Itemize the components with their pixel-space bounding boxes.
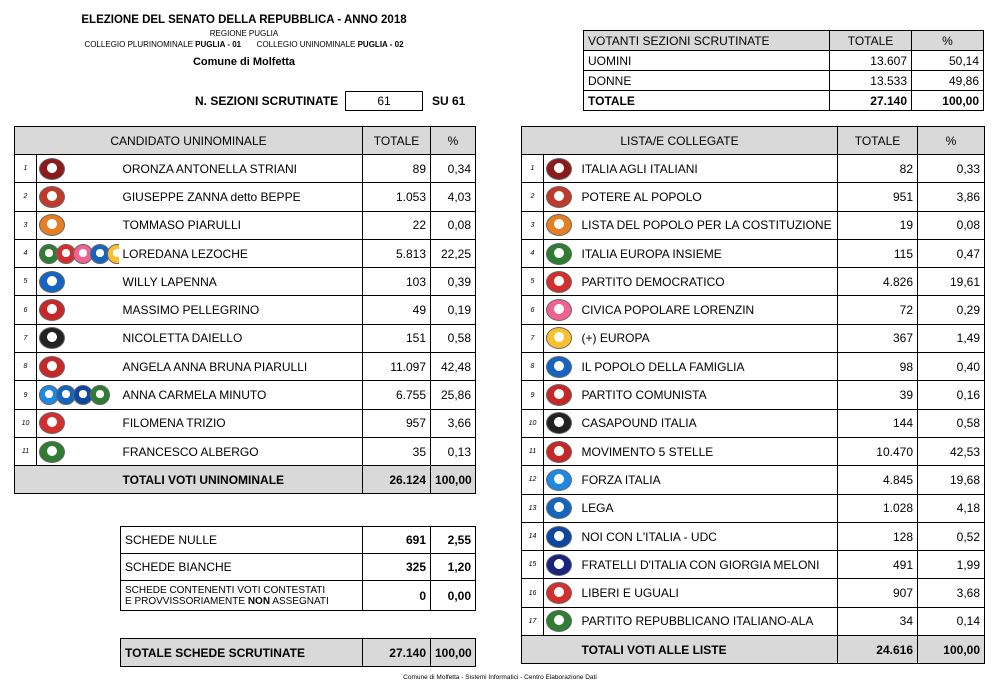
party-logo-icon [546,158,572,180]
candidate-index: 2 [15,183,37,211]
schede-total: 325 [363,554,431,581]
candidate-name: MASSIMO PELLEGRINO [119,296,363,324]
schede-pct: 2,55 [431,527,476,554]
candidate-logos [37,381,119,409]
list-logo [544,211,578,239]
list-logo [544,353,578,381]
list-row [522,155,985,183]
list-row [522,296,985,324]
candidate-total: 103 [363,268,431,296]
candidate-total: 1.053 [363,183,431,211]
liste-total-value: 24.616 [838,636,918,664]
candidate-total: 957 [363,409,431,437]
footer-text: Comune di Molfetta - Sistemi Informatici - Centro Elaborazione Dati [403,674,597,681]
schede-row [121,527,476,554]
candidate-name: ANNA CARMELA MINUTO [119,381,363,409]
list-total: 491 [838,551,918,579]
list-row [522,607,985,635]
list-logo [544,607,578,635]
candidate-name: FRANCESCO ALBERGO [119,437,363,465]
list-index: 6 [522,296,544,324]
list-name: (+) EUROPA [578,324,838,352]
schede-total: 691 [363,527,431,554]
list-pct: 0,16 [918,381,985,409]
list-index: 1 [522,155,544,183]
list-name: PARTITO REPUBBLICANO ITALIANO-ALA [578,607,838,635]
candidati-header-total: TOTALE [363,127,431,155]
party-logo-icon [39,299,65,321]
list-logo [544,296,578,324]
candidate-pct: 42,48 [431,353,476,381]
sezioni-label: N. SEZIONI SCRUTINATE [195,94,339,108]
list-pct: 19,68 [918,466,985,494]
votanti-label: UOMINI [584,51,830,71]
list-total: 72 [838,296,918,324]
list-pct: 3,86 [918,183,985,211]
party-logo-icon [546,412,572,434]
candidate-pct: 0,34 [431,155,476,183]
candidate-index: 10 [15,409,37,437]
list-name: IL POPOLO DELLA FAMIGLIA [578,353,838,381]
candidate-logos [37,155,119,183]
candidate-index: 11 [15,437,37,465]
party-logo-icon [39,271,65,293]
list-total: 907 [838,579,918,607]
collegi-line [14,40,474,49]
list-row [522,239,985,267]
candidate-logos [37,437,119,465]
votanti-row [584,71,984,91]
schede-total-label: TOTALE SCHEDE SCRUTINATE [121,639,363,667]
list-name: NOI CON L'ITALIA - UDC [578,522,838,550]
sezioni-su: SU 61 [432,94,466,108]
list-total: 82 [838,155,918,183]
candidate-row [15,381,476,409]
contestati-line1: SCHEDE CONTENENTI VOTI CONTESTATI [125,584,326,596]
list-row [522,324,985,352]
list-index: 7 [522,324,544,352]
votanti-header-label: VOTANTI SEZIONI SCRUTINATE [584,31,830,51]
list-name: CASAPOUND ITALIA [578,409,838,437]
list-row [522,268,985,296]
party-logo-icon [39,356,65,378]
liste-total-row [522,636,985,664]
candidate-pct: 4,03 [431,183,476,211]
list-total: 19 [838,211,918,239]
votanti-row [584,51,984,71]
party-logo-icon [546,356,572,378]
collegio-pluri-label: COLLEGIO PLURINOMINALE [84,40,193,49]
sezioni-value: 61 [345,91,423,111]
list-total: 39 [838,381,918,409]
candidate-logos [37,296,119,324]
list-pct: 3,68 [918,579,985,607]
candidate-index: 1 [15,155,37,183]
list-index: 8 [522,353,544,381]
liste-total-label: TOTALI VOTI ALLE LISTE [578,636,838,664]
party-logo-icon [90,385,110,405]
list-row [522,183,985,211]
party-logo-icon [546,526,572,548]
liste-header-total: TOTALE [838,127,918,155]
list-name: PARTITO COMUNISTA [578,381,838,409]
list-logo [544,551,578,579]
candidate-logos [37,324,119,352]
candidate-total: 5.813 [363,239,431,267]
list-name: ITALIA EUROPA INSIEME [578,239,838,267]
list-index: 10 [522,409,544,437]
candidate-row [15,155,476,183]
candidate-logos [37,211,119,239]
liste-table [521,126,985,664]
candidate-total: 11.097 [363,353,431,381]
page-title: ELEZIONE DEL SENATO DELLA REPUBBLICA - ANNO 2018 [81,14,407,26]
candidate-total: 6.755 [363,381,431,409]
list-index: 12 [522,466,544,494]
candidate-row [15,353,476,381]
list-logo [544,437,578,465]
list-pct: 0,08 [918,211,985,239]
list-row [522,437,985,465]
votanti-table [583,30,984,111]
list-pct: 0,52 [918,522,985,550]
list-logo [544,155,578,183]
votanti-label: DONNE [584,71,830,91]
votanti-pct: 49,86 [912,71,984,91]
list-index: 13 [522,494,544,522]
list-pct: 0,29 [918,296,985,324]
list-row [522,381,985,409]
list-logo [544,324,578,352]
list-index: 17 [522,607,544,635]
candidate-pct: 0,19 [431,296,476,324]
candidati-total-pct: 100,00 [431,466,476,494]
list-index: 9 [522,381,544,409]
list-pct: 0,40 [918,353,985,381]
candidate-index: 4 [15,239,37,267]
candidate-row [15,268,476,296]
candidate-row [15,324,476,352]
list-pct: 0,58 [918,409,985,437]
schede-contestati-total: 0 [363,581,431,611]
votanti-total-row [584,91,984,111]
candidati-table [14,126,476,494]
list-total: 1.028 [838,494,918,522]
schede-table [120,526,476,611]
party-logo-icon [546,186,572,208]
candidati-header-pct: % [431,127,476,155]
candidate-logos [37,239,119,267]
schede-pct: 1,20 [431,554,476,581]
candidate-total: 89 [363,155,431,183]
candidate-row [15,437,476,465]
list-pct: 0,33 [918,155,985,183]
candidate-name: WILLY LAPENNA [119,268,363,296]
list-logo [544,381,578,409]
list-row [522,353,985,381]
list-total: 144 [838,409,918,437]
schede-row [121,554,476,581]
candidati-header-name: CANDIDATO UNINOMINALE [15,127,363,155]
collegio-uni-label: COLLEGIO UNINOMINALE [256,40,356,49]
list-pct: 42,53 [918,437,985,465]
liste-total-pct: 100,00 [918,636,985,664]
list-logo [544,579,578,607]
candidate-logos [37,409,119,437]
list-logo [544,183,578,211]
list-total: 128 [838,522,918,550]
list-name: MOVIMENTO 5 STELLE [578,437,838,465]
schede-total-row [121,639,476,667]
candidate-pct: 22,25 [431,239,476,267]
schede-total-table [120,638,476,667]
candidate-name: FILOMENA TRIZIO [119,409,363,437]
list-index: 5 [522,268,544,296]
party-logo-icon [39,412,65,434]
candidate-name: ANGELA ANNA BRUNA PIARULLI [119,353,363,381]
votanti-pct: 50,14 [912,51,984,71]
party-logo-icon [39,327,65,349]
list-pct: 4,18 [918,494,985,522]
party-logo-icon [546,243,572,265]
list-index: 3 [522,211,544,239]
list-logo [544,268,578,296]
party-logo-icon [39,186,65,208]
list-total: 34 [838,607,918,635]
region-label: REGIONE PUGLIA [209,29,279,38]
candidate-row [15,296,476,324]
list-pct: 0,47 [918,239,985,267]
candidati-total-row [15,466,476,494]
list-total: 115 [838,239,918,267]
party-logo-icon [39,441,65,463]
list-logo [544,239,578,267]
candidate-row [15,183,476,211]
votanti-pct: 100,00 [912,91,984,111]
list-logo [544,466,578,494]
votanti-header-pct: % [912,31,984,51]
list-total: 367 [838,324,918,352]
liste-header-pct: % [918,127,985,155]
party-logo-icon [546,582,572,604]
candidate-total: 35 [363,437,431,465]
list-name: POTERE AL POPOLO [578,183,838,211]
list-row [522,579,985,607]
list-pct: 0,14 [918,607,985,635]
list-total: 4.845 [838,466,918,494]
list-row [522,409,985,437]
contestati-line2: E PROVVISSORIAMENTE NON ASSEGNATI [125,595,329,607]
candidate-index: 3 [15,211,37,239]
candidate-name: NICOLETTA DAIELLO [119,324,363,352]
candidate-logos [37,268,119,296]
schede-contestati-label [121,581,363,611]
list-row [522,211,985,239]
candidate-name: TOMMASO PIARULLI [119,211,363,239]
party-logo-icon [546,441,572,463]
party-logo-icon [546,497,572,519]
list-index: 4 [522,239,544,267]
candidate-index: 7 [15,324,37,352]
list-logo [544,522,578,550]
list-row [522,466,985,494]
list-name: FRATELLI D'ITALIA CON GIORGIA MELONI [578,551,838,579]
list-row [522,522,985,550]
list-row [522,494,985,522]
candidate-pct: 25,86 [431,381,476,409]
candidate-pct: 3,66 [431,409,476,437]
candidate-index: 6 [15,296,37,324]
candidate-pct: 0,13 [431,437,476,465]
votanti-total: 13.607 [830,51,912,71]
candidate-name: LOREDANA LEZOCHE [119,239,363,267]
party-logo-icon [546,554,572,576]
list-name: FORZA ITALIA [578,466,838,494]
candidate-total: 151 [363,324,431,352]
candidate-row [15,211,476,239]
list-total: 4.826 [838,268,918,296]
list-pct: 1,49 [918,324,985,352]
schede-total-pct: 100,00 [431,639,476,667]
party-logo-icon [546,469,572,491]
candidate-total: 22 [363,211,431,239]
schede-contestati-pct: 0,00 [431,581,476,611]
list-index: 16 [522,579,544,607]
list-name: ITALIA AGLI ITALIANI [578,155,838,183]
list-index: 11 [522,437,544,465]
candidate-logos [37,353,119,381]
list-pct: 1,99 [918,551,985,579]
list-logo [544,494,578,522]
collegio-pluri-value: PUGLIA - 01 [195,40,242,49]
schede-label: SCHEDE NULLE [121,527,363,554]
candidate-row [15,409,476,437]
list-total: 951 [838,183,918,211]
schede-contestati-row [121,581,476,611]
candidati-total-label: TOTALI VOTI UNINOMINALE [119,466,363,494]
candidate-name: ORONZA ANTONELLA STRIANI [119,155,363,183]
list-name: LISTA DEL POPOLO PER LA COSTITUZIONE [578,211,838,239]
party-logo-icon [546,384,572,406]
candidate-index: 5 [15,268,37,296]
collegio-uni-value: PUGLIA - 02 [357,40,404,49]
list-logo [544,409,578,437]
list-pct: 19,61 [918,268,985,296]
party-logo-icon [546,299,572,321]
votanti-total: 13.533 [830,71,912,91]
candidate-name: GIUSEPPE ZANNA detto BEPPE [119,183,363,211]
votanti-total: 27.140 [830,91,912,111]
candidate-index: 8 [15,353,37,381]
candidati-total-value: 26.124 [363,466,431,494]
party-logo-icon [39,214,65,236]
candidate-logos [37,183,119,211]
candidate-pct: 0,58 [431,324,476,352]
party-logo-icon [39,158,65,180]
schede-total-value: 27.140 [363,639,431,667]
list-index: 14 [522,522,544,550]
party-logo-icon [546,271,572,293]
party-logo-icon [546,214,572,236]
list-name: PARTITO DEMOCRATICO [578,268,838,296]
candidate-index: 9 [15,381,37,409]
comune-label: Comune di Molfetta [192,56,296,68]
candidate-total: 49 [363,296,431,324]
list-total: 10.470 [838,437,918,465]
party-logo-icon [546,327,572,349]
candidate-row [15,239,476,267]
candidate-pct: 0,39 [431,268,476,296]
schede-label: SCHEDE BIANCHE [121,554,363,581]
list-row [522,551,985,579]
candidate-pct: 0,08 [431,211,476,239]
votanti-label: TOTALE [584,91,830,111]
party-logo-icon [546,610,572,632]
list-index: 15 [522,551,544,579]
votanti-header-total: TOTALE [830,31,912,51]
list-name: LEGA [578,494,838,522]
list-index: 2 [522,183,544,211]
liste-header-name: LISTA/E COLLEGATE [522,127,838,155]
list-total: 98 [838,353,918,381]
list-name: LIBERI E UGUALI [578,579,838,607]
party-logo-icon [107,244,119,264]
list-name: CIVICA POPOLARE LORENZIN [578,296,838,324]
